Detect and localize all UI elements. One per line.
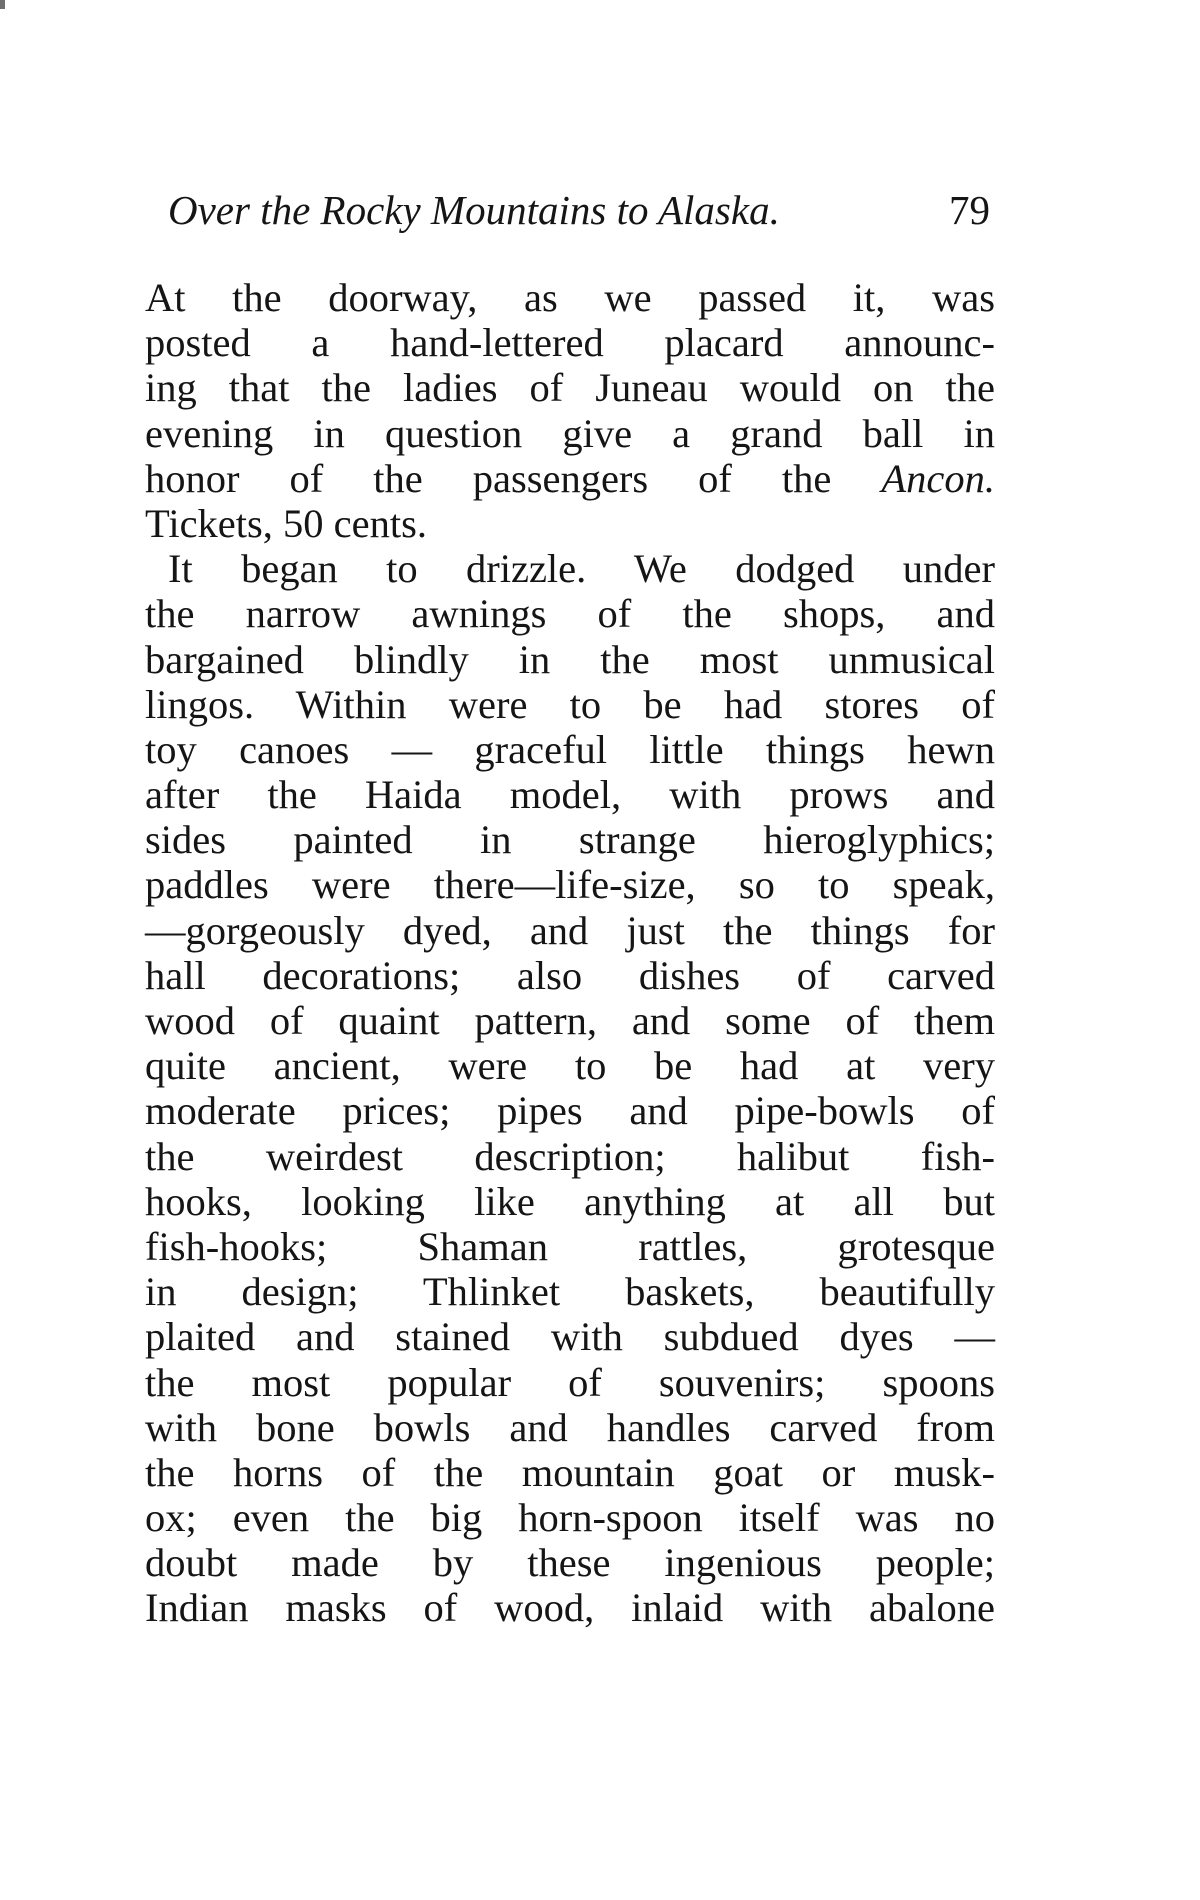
paragraph bbox=[145, 546, 995, 1631]
text-line: hall decorations; also dishes of carved bbox=[145, 952, 995, 998]
text-line-segment: honor of the passengers of the bbox=[145, 455, 832, 501]
text-line: the horns of the mountain goat or musk- bbox=[145, 1449, 995, 1495]
text-line: posted a hand-lettered placard announc- bbox=[145, 320, 995, 366]
text-line-with-ship-name bbox=[145, 456, 995, 501]
page-number: 79 bbox=[949, 187, 990, 233]
text-line: fish-hooks; Shaman rattles, grotesque bbox=[145, 1223, 995, 1269]
ship-name: Ancon. bbox=[881, 455, 995, 501]
text-line: the weirdest description; halibut fish- bbox=[145, 1133, 995, 1179]
text-line: toy canoes — graceful little things hewn bbox=[145, 726, 995, 772]
text-line: in design; Thlinket baskets, beautifully bbox=[145, 1269, 995, 1315]
text-line: moderate prices; pipes and pipe-bowls of bbox=[145, 1088, 995, 1134]
text-line: sides painted in strange hieroglyphics; bbox=[145, 817, 995, 863]
paragraph bbox=[145, 275, 995, 546]
text-line: wood of quaint pattern, and some of them bbox=[145, 998, 995, 1043]
text-line: bargained blindly in the most unmusical bbox=[145, 636, 995, 682]
text-line: paddles were there—life-size, so to speak, bbox=[145, 862, 995, 908]
text-line: doubt made by these ingenious people; bbox=[145, 1540, 995, 1586]
text-line: —gorgeously dyed, and just the things for bbox=[145, 907, 995, 953]
text-line: Indian masks of wood, inlaid with abalone bbox=[145, 1585, 995, 1631]
text-line: lingos. Within were to be had stores of bbox=[145, 681, 995, 727]
text-line: Tickets, 50 cents. bbox=[145, 500, 427, 546]
text-line: ing that the ladies of Juneau would on the bbox=[145, 365, 995, 411]
text-line: quite ancient, were to be had at very bbox=[145, 1043, 995, 1089]
text-line: evening in question give a grand ball in bbox=[145, 410, 995, 456]
text-line: after the Haida model, with prows and bbox=[145, 772, 995, 818]
text-line: At the doorway, as we passed it, was bbox=[145, 275, 995, 320]
text-line: with bone bowls and handles carved from bbox=[145, 1404, 995, 1450]
text-line: the narrow awnings of the shops, and bbox=[145, 591, 995, 637]
page-edge-mark bbox=[0, 0, 5, 9]
running-head bbox=[168, 182, 990, 238]
text-line: ox; even the big horn-spoon itself was no bbox=[145, 1495, 995, 1541]
text-line: the most popular of souvenirs; spoons bbox=[145, 1359, 995, 1405]
text-line: It began to drizzle. We dodged under bbox=[168, 546, 995, 592]
text-line: hooks, looking like anything at all but bbox=[145, 1178, 995, 1224]
running-title: Over the Rocky Mountains to Alaska. bbox=[168, 187, 780, 233]
body-text bbox=[145, 275, 995, 1631]
text-line: plaited and stained with subdued dyes — bbox=[145, 1314, 995, 1360]
